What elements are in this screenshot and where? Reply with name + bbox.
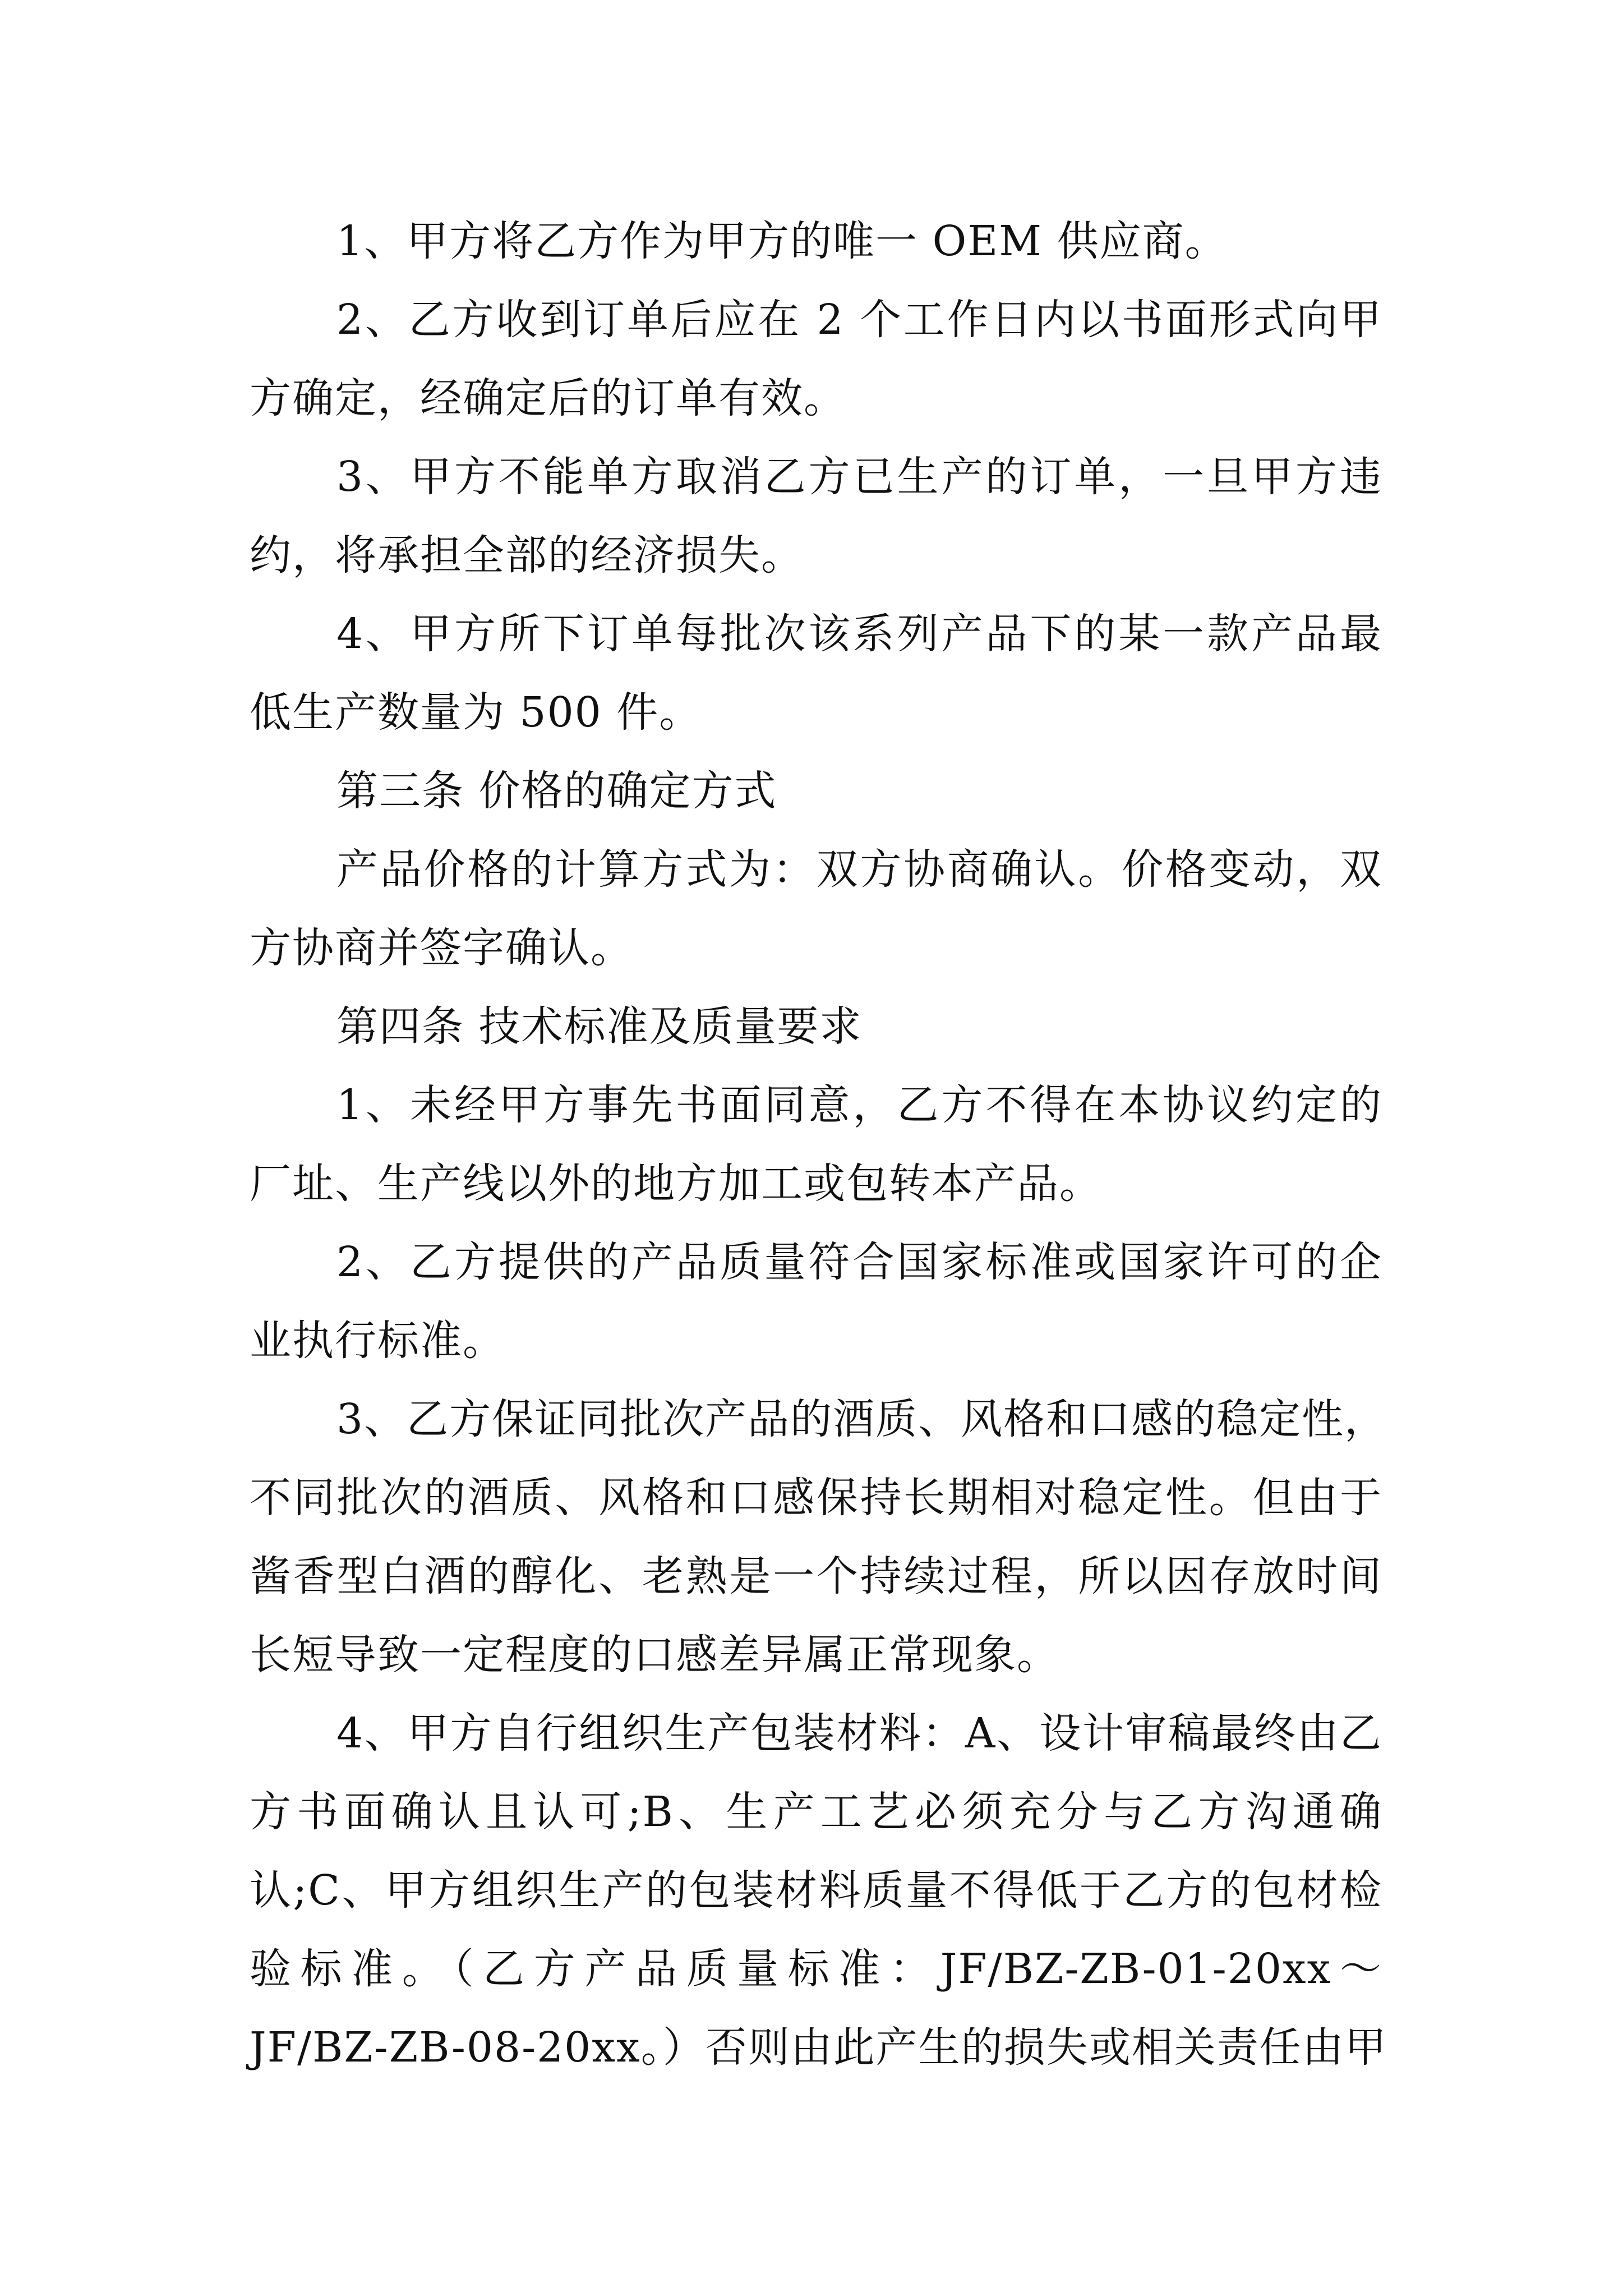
text-line-13: 厂址、生产线以外的地方加工或包转本产品。 xyxy=(250,1159,1102,1208)
text-line-9: 产品价格的计算方式为：双方协商确认。价格变动，双 xyxy=(336,845,1382,894)
text-line-7: 低生产数量为 500 件。 xyxy=(250,688,702,737)
text-line-22: 认;C、甲方组织生产的包装材料质量不得低于乙方的包材检 xyxy=(250,1866,1382,1915)
text-line-10: 方协商并签字确认。 xyxy=(250,924,633,972)
section-heading-3: 第三条 价格的确定方式 xyxy=(336,767,777,815)
text-line-6: 4、甲方所下订单每批次该系列产品下的某一款产品最 xyxy=(336,610,1382,658)
text-line-3: 方确定，经确定后的订单有效。 xyxy=(250,374,846,422)
text-line-18: 酱香型白酒的醇化、老熟是一个持续过程，所以因存放时间 xyxy=(250,1552,1382,1600)
text-line-15: 业执行标准。 xyxy=(250,1317,505,1365)
text-line-4: 3、甲方不能单方取消乙方已生产的订单，一旦甲方违 xyxy=(336,453,1382,501)
text-line-24: JF/BZ-ZB-08-20xx。）否则由此产生的损失或相关责任由甲 xyxy=(250,2023,1387,2072)
text-line-16: 3、乙方保证同批次产品的酒质、风格和口感的稳定性， xyxy=(336,1395,1387,1443)
text-line-21: 方书面确认且认可;B、生产工艺必须充分与乙方沟通确 xyxy=(250,1788,1382,1836)
text-line-23: 验标准。（乙方产品质量标准：JF/BZ-ZB-01-20xx～ xyxy=(250,1945,1382,1993)
text-line-12: 1、未经甲方事先书面同意，乙方不得在本协议约定的 xyxy=(336,1081,1382,1129)
text-line-14: 2、乙方提供的产品质量符合国家标准或国家许可的企 xyxy=(336,1238,1382,1286)
text-line-2: 2、乙方收到订单后应在 2 个工作日内以书面形式向甲 xyxy=(336,296,1382,344)
text-line-17: 不同批次的酒质、风格和口感保持长期相对稳定性。但由于 xyxy=(250,1474,1382,1522)
text-line-19: 长短导致一定程度的口感差异属正常现象。 xyxy=(250,1631,1059,1679)
text-line-5: 约，将承担全部的经济损失。 xyxy=(250,531,804,579)
section-heading-4: 第四条 技术标准及质量要求 xyxy=(336,1002,863,1051)
text-line-1: 1、甲方将乙方作为甲方的唯一 OEM 供应商。 xyxy=(336,217,1228,265)
text-line-20: 4、甲方自行组织生产包装材料：A、设计审稿最终由乙 xyxy=(336,1709,1382,1757)
